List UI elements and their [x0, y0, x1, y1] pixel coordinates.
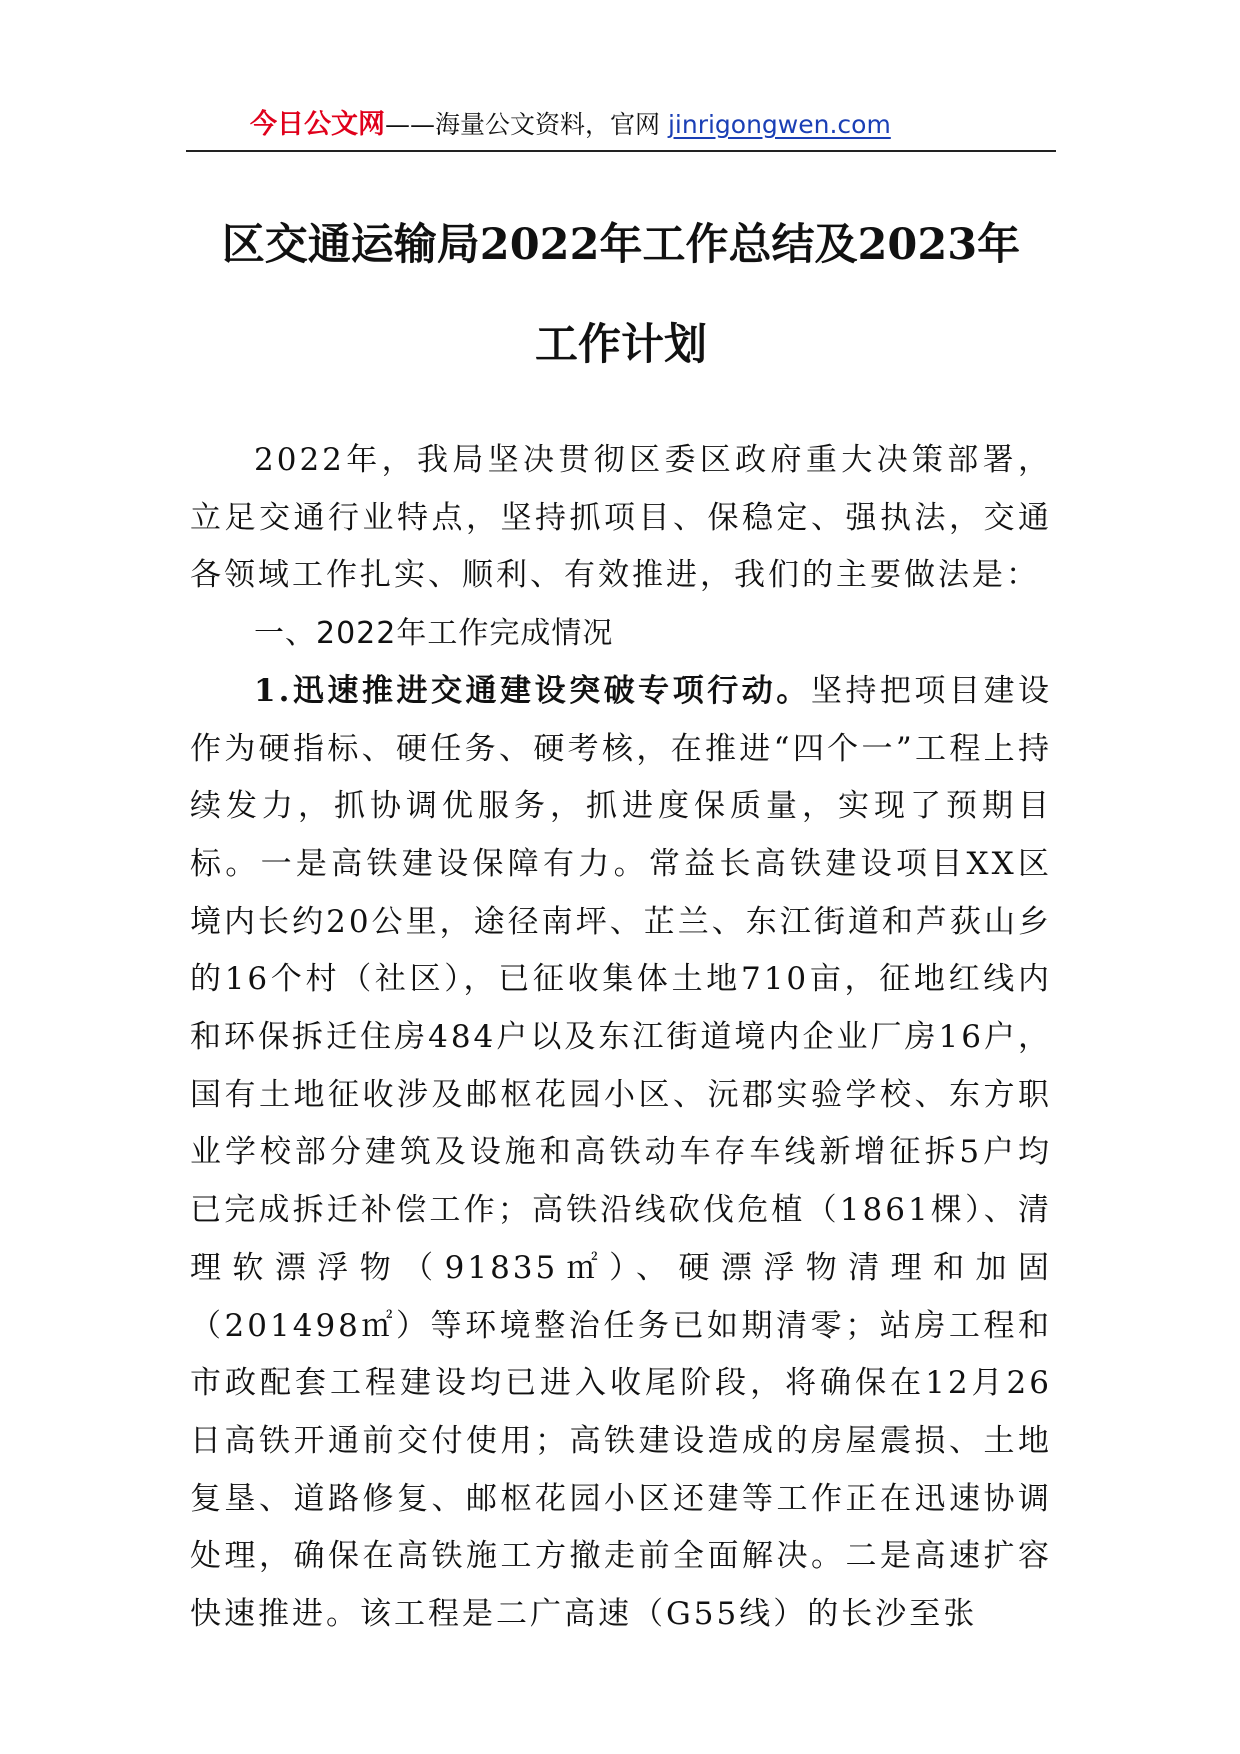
document-title [186, 195, 1056, 395]
site-url-link[interactable]: jinrigongwen.com [667, 110, 891, 139]
section-heading: 一、2022年工作完成情况 [254, 616, 614, 652]
header-slogan: 海量公文资料，官网 [435, 110, 668, 139]
title-line-2: 工作计划 [535, 320, 707, 370]
site-brand[interactable]: 今日公文网 [250, 109, 385, 140]
item-text: 坚持把项目建设作为硬指标、硬任务、硬考核，在推进“四个一”工程上持续发力，抓协调优服务，抓进度保质量，实现了预期目标。一是高铁建设保障有力。常益长高铁建设项目XX区境内长约20公里，途径南坪、芷兰、东江街道和芦荻山乡的16个村（社区），已征收集体土地710亩，征地红线内和环保拆迁住房484户以及东江街道境内企业厂房16户，国有土地征收涉及邮枢花园小区、沅郡实验学校、东方职业学校部分建筑及设施和高铁动车存车线新增征拆5户均已完成拆迁补偿工作；高铁沿线砍伐危植（1861棵）、清理软漂浮物（91835㎡）、硬漂浮物清理和加固（201498㎡）等环境整治任务已如期清零；站房工程和市政配套工程建设均已进入收尾阶段，将确保在12月26日高铁开通前交付使用；高铁建设造成的房屋震损、土地复垦、道路修复、邮枢花园小区还建等工作正在迅速协调处理，确保在高铁施工方撤走前全面解决。二是高速扩容快速推进。该工程是二广高速（G55线）的长沙至张 [190, 672, 1052, 1633]
intro-paragraph: 2022年，我局坚决贯彻区委区政府重大决策部署，立足交通行业特点，坚持抓项目、保稳定、强执法，交通各领域工作扎实、顺利、有效推进，我们的主要做法是： [190, 442, 1052, 594]
header-separator: —— [385, 110, 435, 139]
item-lead: 1.迅速推进交通建设突破专项行动。 [254, 672, 811, 709]
title-line-1: 区交通运输局2022年工作总结及2023年 [221, 220, 1021, 270]
header-divider [186, 150, 1056, 152]
document-body [190, 432, 1052, 1644]
site-header [250, 108, 990, 142]
item-paragraph [190, 663, 1052, 1644]
